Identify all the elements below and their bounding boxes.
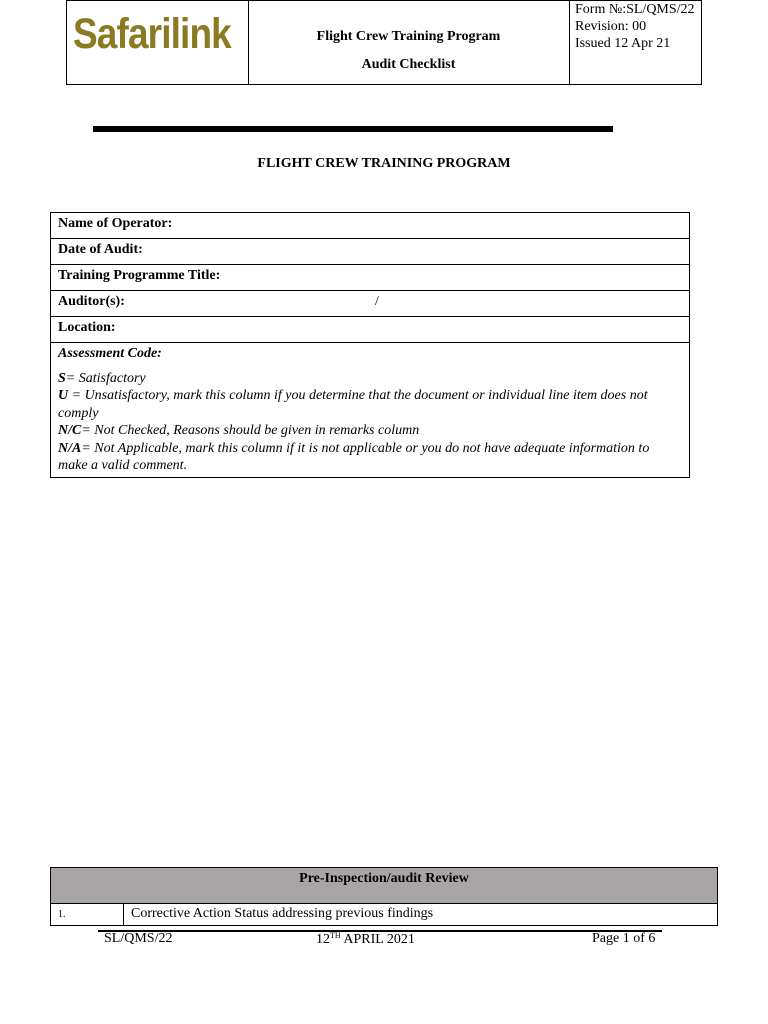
pre-inspection-heading: Pre-Inspection/audit Review (51, 868, 717, 904)
assessment-code-item: U = Unsatisfactory, mark this column if you determine that the document or individual line item does not comply (58, 388, 648, 421)
pre-inspection-table (50, 867, 718, 926)
audit-info-table (50, 212, 690, 478)
revision: Revision: 00 (575, 19, 647, 34)
assessment-code-item: N/C= Not Checked, Reasons should be given in remarks column (58, 423, 420, 438)
assessment-code-block (51, 343, 689, 477)
document-header (66, 0, 702, 85)
row-number: 1. (51, 904, 124, 925)
table-row (51, 904, 717, 925)
location-label: Location: (58, 320, 116, 335)
header-title: Flight Crew Training Program (316, 29, 501, 44)
assessment-code-title: Assessment Code: (58, 346, 162, 361)
operator-row (51, 213, 689, 239)
horizontal-rule (93, 126, 613, 132)
header-title-cell (248, 1, 570, 84)
location-row (51, 317, 689, 343)
audit-date-row (51, 239, 689, 265)
programme-title-row (51, 265, 689, 291)
footer-date: 12TH APRIL 2021 (316, 931, 415, 947)
row-text: Corrective Action Status addressing previous findings (131, 906, 434, 921)
auditors-separator: / (375, 294, 379, 309)
operator-label: Name of Operator: (58, 216, 173, 231)
header-subtitle: Audit Checklist (361, 57, 456, 72)
form-number: Form №:SL/QMS/22 (575, 2, 695, 17)
company-logo: Safarilink (73, 10, 231, 58)
footer-doc-ref: SL/QMS/22 (104, 931, 173, 946)
auditors-row (51, 291, 689, 317)
assessment-code-item: N/A= Not Applicable, mark this column if it is not applicable or you do not have adequate information to make a valid comment. (58, 440, 650, 473)
logo-cell (67, 1, 249, 84)
page-title: FLIGHT CREW TRAINING PROGRAM (257, 156, 511, 171)
programme-title-label: Training Programme Title: (58, 268, 221, 283)
assessment-code-item: S= Satisfactory (58, 370, 146, 386)
footer-page-number: Page 1 of 6 (592, 931, 656, 946)
audit-date-label: Date of Audit: (58, 242, 143, 257)
issue-date: Issued 12 Apr 21 (575, 36, 671, 51)
header-meta-cell (569, 1, 701, 84)
auditors-label: Auditor(s): (58, 294, 125, 309)
